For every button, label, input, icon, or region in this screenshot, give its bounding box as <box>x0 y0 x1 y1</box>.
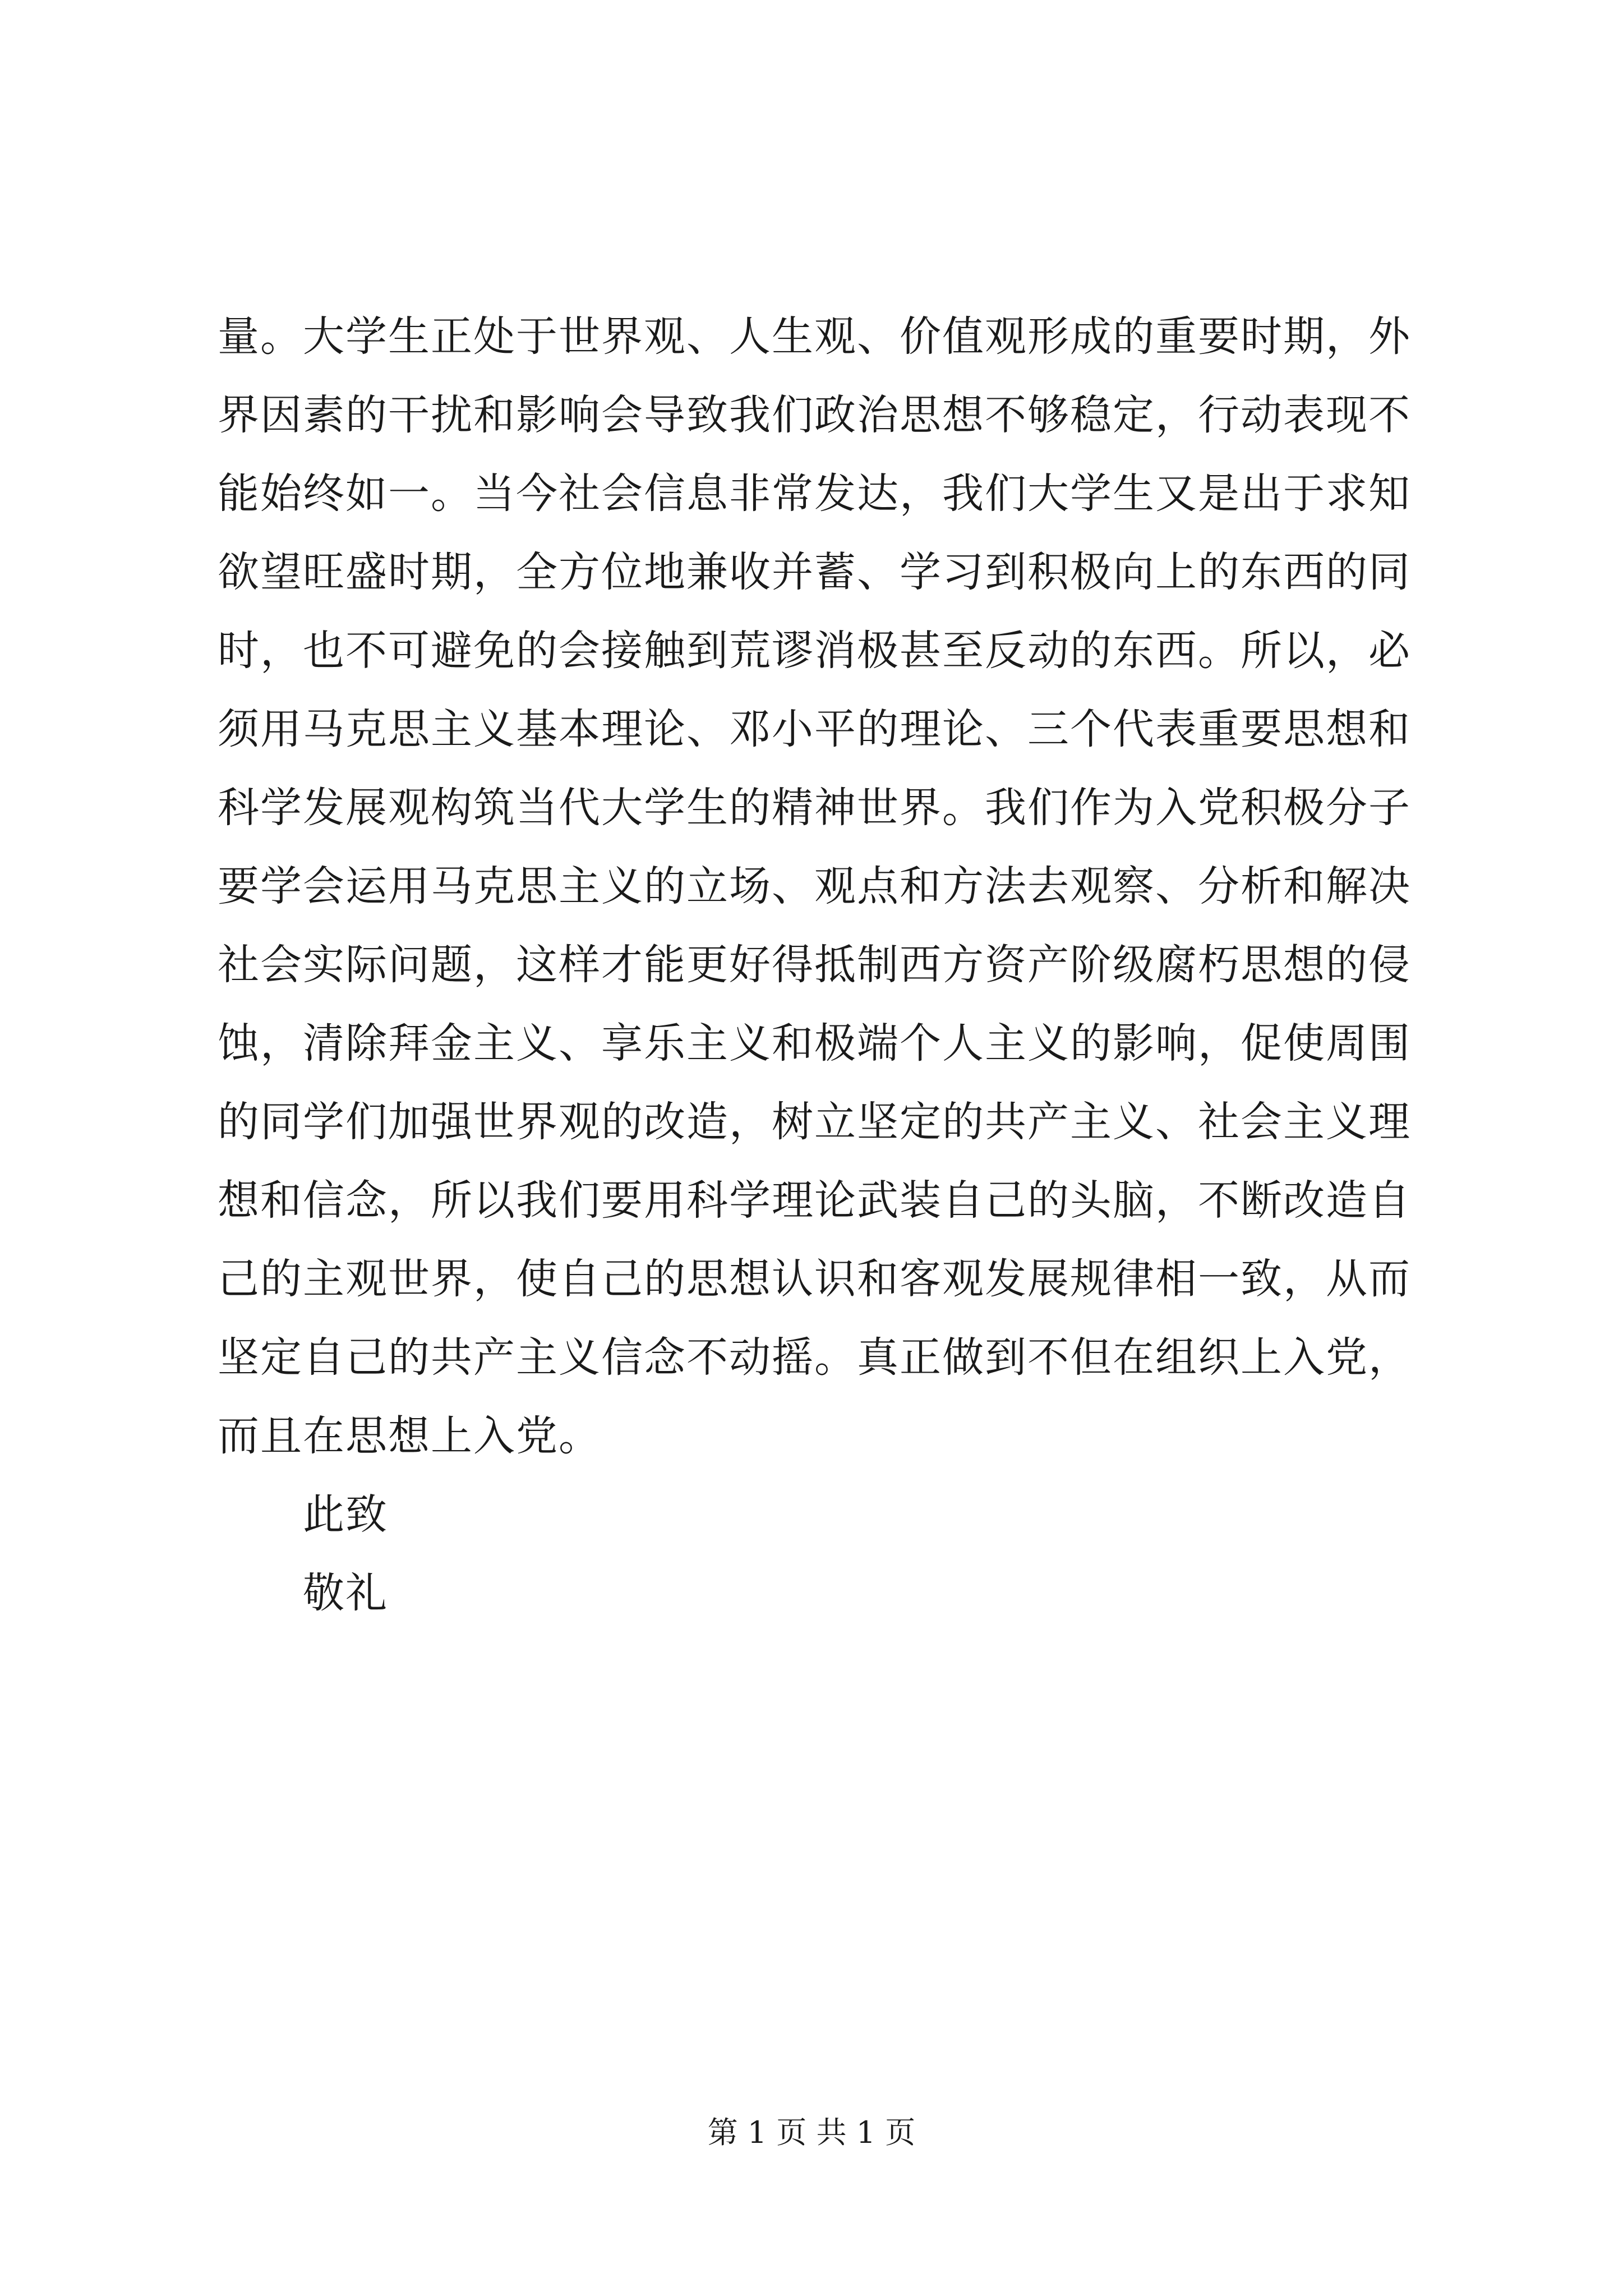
page-number-footer: 第 1 页 共 1 页 <box>707 2115 916 2150</box>
body-line: 量。大学生正处于世界观、人生观、价值观形成的重要时期，外 <box>218 312 1411 361</box>
body-line: 科学发展观构筑当代大学生的精神世界。我们作为入党积极分子 <box>218 784 1411 832</box>
body-line: 时，也不可避免的会接触到荒谬消极甚至反动的东西。所以，必 <box>218 627 1411 675</box>
body-line: 须用马克思主义基本理论、邓小平的理论、三个代表重要思想和 <box>218 705 1411 753</box>
body-line: 社会实际问题，这样才能更好得抵制西方资产阶级腐朽思想的侵 <box>218 941 1411 989</box>
body-line: 欲望旺盛时期，全方位地兼收并蓄、学习到积极向上的东西的同 <box>218 548 1411 596</box>
body-line: 而且在思想上入党。 <box>218 1412 601 1460</box>
closing-salutation: 此致 <box>303 1490 388 1539</box>
body-line: 要学会运用马克思主义的立场、观点和方法去观察、分析和解决 <box>218 862 1411 910</box>
body-line: 能始终如一。当今社会信息非常发达，我们大学生又是出于求知 <box>218 470 1411 518</box>
body-line: 坚定自己的共产主义信念不动摇。真正做到不但在组织上入党， <box>218 1333 1411 1382</box>
body-line: 界因素的干扰和影响会导致我们政治思想不够稳定，行动表现不 <box>218 391 1411 439</box>
body-line: 己的主观世界，使自己的思想认识和客观发展规律相一致，从而 <box>218 1255 1411 1303</box>
closing-regards: 敬礼 <box>303 1569 388 1617</box>
body-line: 想和信念，所以我们要用科学理论武装自己的头脑，不断改造自 <box>218 1176 1411 1225</box>
body-line: 蚀，清除拜金主义、享乐主义和极端个人主义的影响，促使周围 <box>218 1019 1411 1068</box>
body-line: 的同学们加强世界观的改造，树立坚定的共产主义、社会主义理 <box>218 1098 1411 1146</box>
